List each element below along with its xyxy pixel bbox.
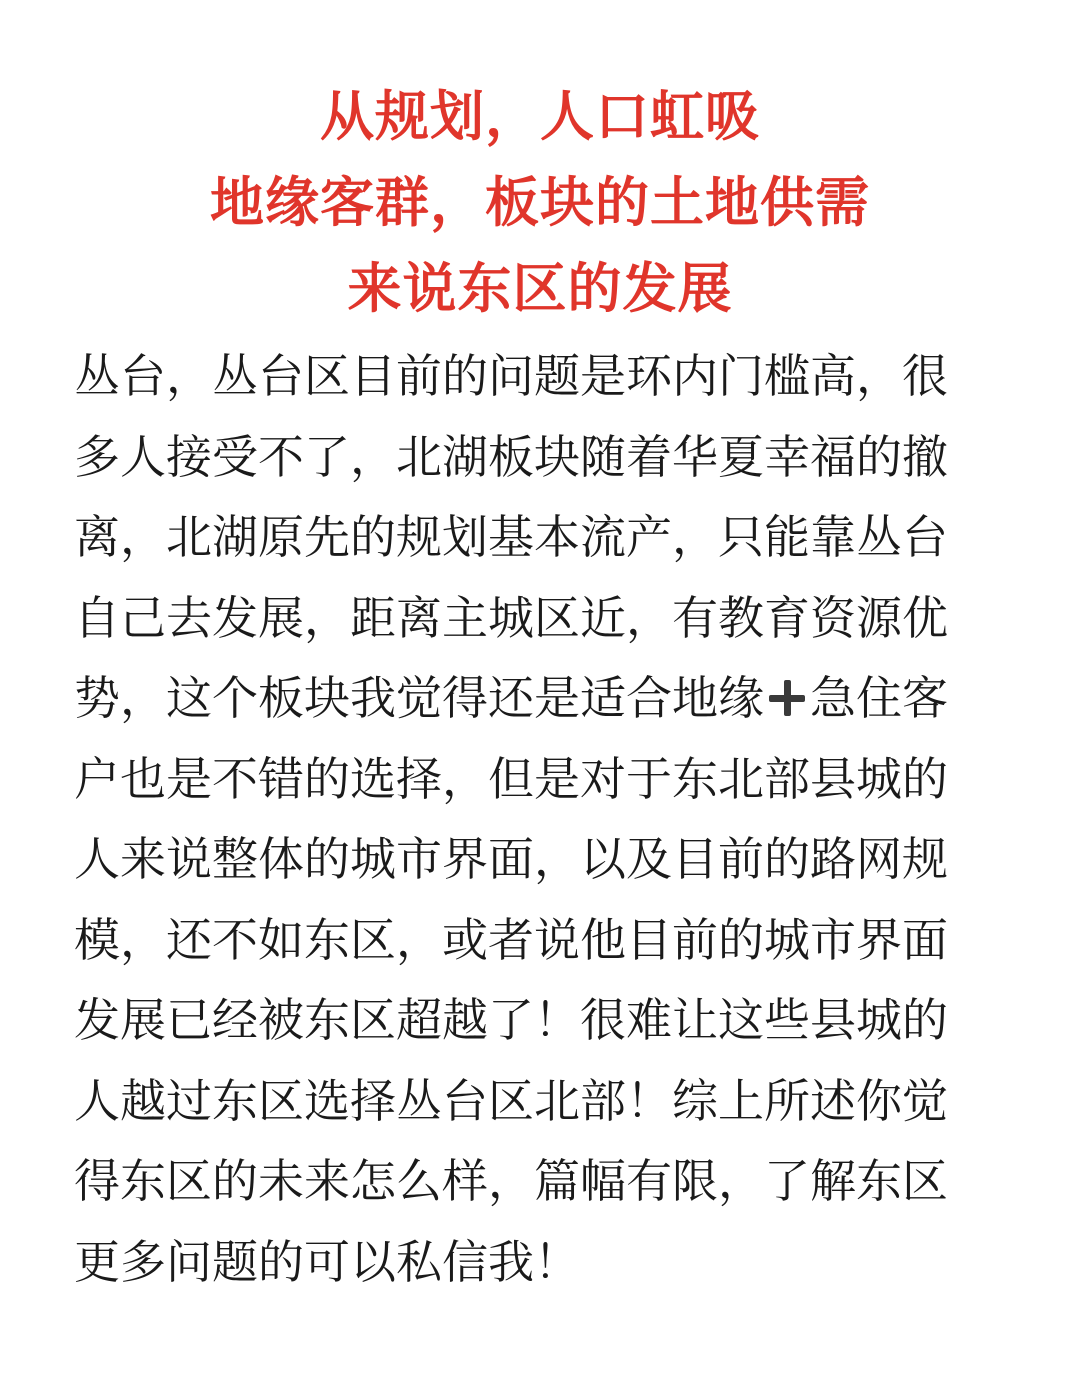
body-line: 离，北湖原先的规划基本流产，只能靠丛台 bbox=[74, 510, 948, 564]
body-line: 自己去发展，距离主城区近，有教育资源优 bbox=[74, 590, 948, 645]
body-line: 人越过东区选择丛台区北部！综上所述你觉 bbox=[74, 1073, 948, 1128]
body-text bbox=[74, 336, 1014, 1302]
body-line-part: 急住客 bbox=[810, 671, 948, 725]
plus-icon bbox=[767, 678, 807, 718]
body-line: 得东区的未来怎么样，篇幅有限，了解东区 bbox=[74, 1154, 948, 1208]
body-line: 人来说整体的城市界面，以及目前的路网规 bbox=[74, 832, 948, 886]
body-line: 多人接受不了，北湖板块随着华夏幸福的撤 bbox=[74, 429, 948, 484]
body-line: 模，还不如东区，或者说他目前的城市界面 bbox=[74, 912, 948, 967]
headline-line-3: 来说东区的发展 bbox=[347, 257, 733, 320]
body-line: 更多问题的可以私信我！ bbox=[74, 1234, 580, 1289]
body-line-part: 势，这个板块我觉得还是适合地缘 bbox=[74, 671, 764, 725]
body-line: 发展已经被东区超越了！很难让这些县城的 bbox=[74, 993, 948, 1047]
body-line: 丛台，丛台区目前的问题是环内门槛高，很 bbox=[74, 349, 948, 403]
headline-line-2: 地缘客群，板块的土地供需 bbox=[210, 171, 870, 234]
body-line-with-icon bbox=[74, 658, 1014, 739]
headline-line-1: 从规划，人口虹吸 bbox=[320, 85, 760, 148]
body-line: 户也是不错的选择，但是对于东北部县城的 bbox=[74, 751, 948, 806]
